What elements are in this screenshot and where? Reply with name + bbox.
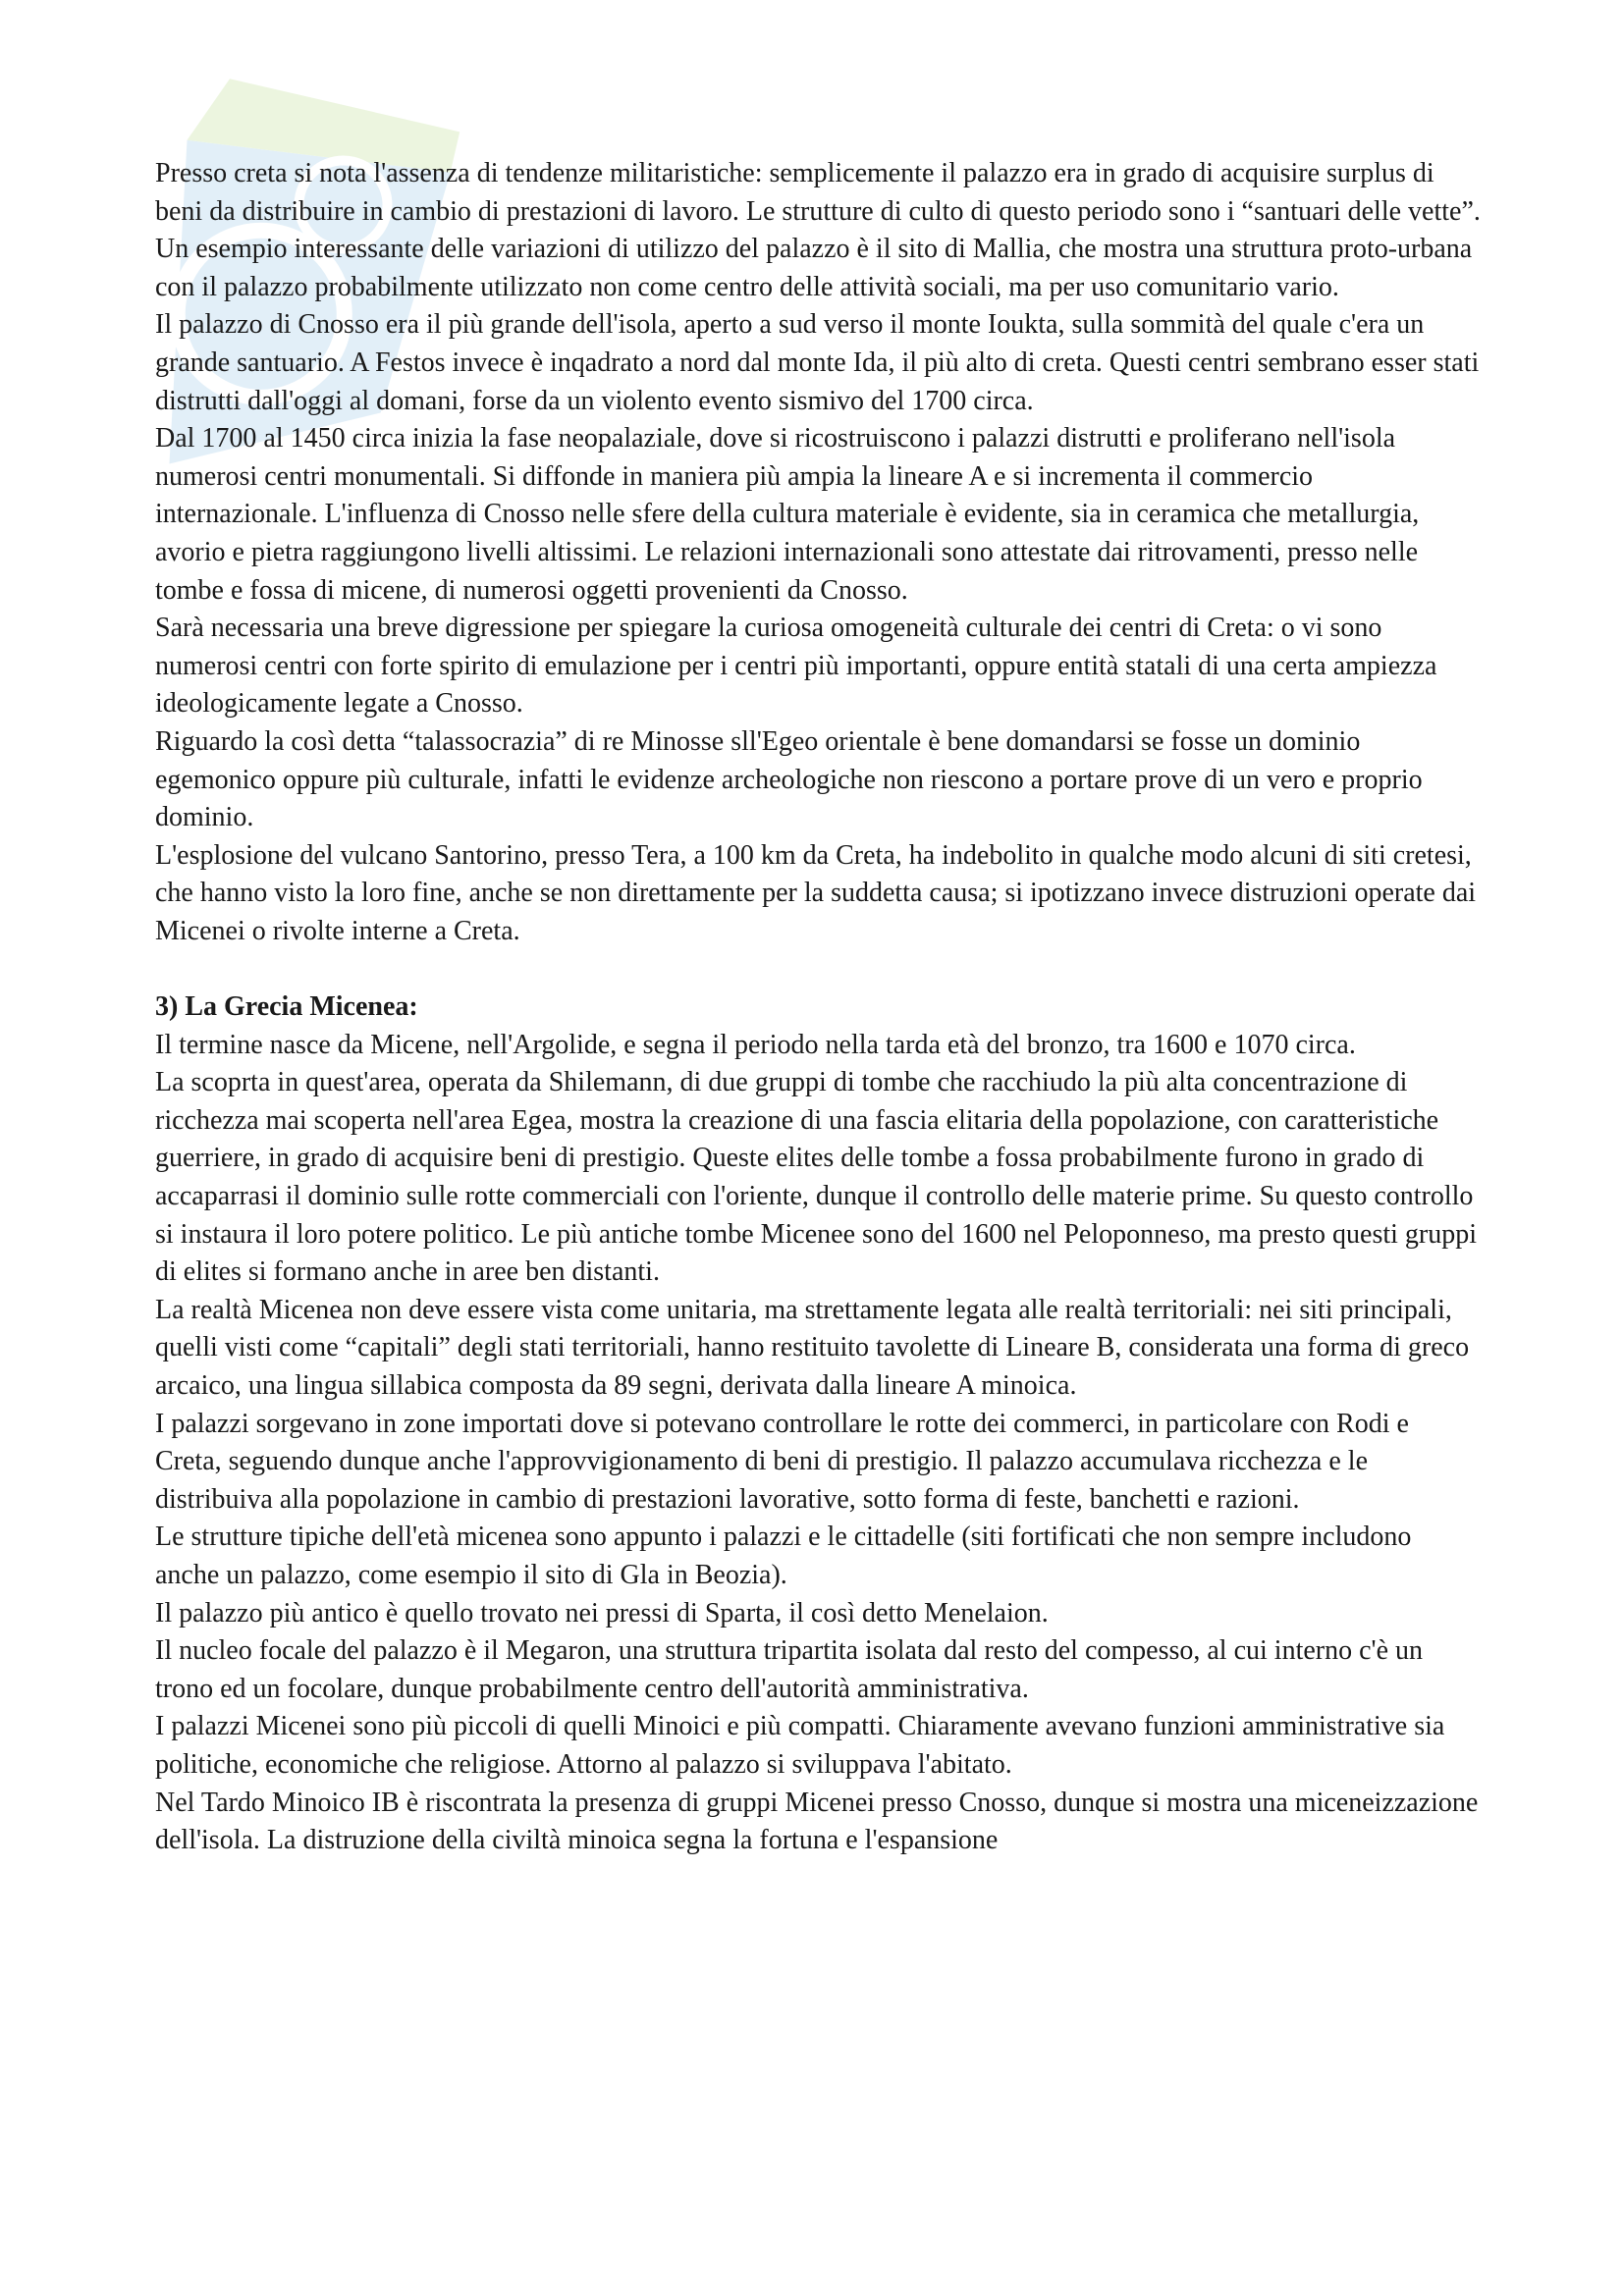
paragraph: L'esplosione del vulcano Santorino, presso Tera, a 100 km da Creta, ha indebolito in qualche modo alcuni di siti cretesi, che hanno visto la loro fine, anche se non direttamente per la suddetta causa; si ipotizzano invece distruzioni operate dai Micenei o rivolte interne a Creta.	[155, 839, 1477, 946]
document-body	[155, 155, 1481, 1860]
paragraph: Presso creta si nota l'assenza di tendenze militaristiche: semplicemente il palazzo era in grado di acquisire surplus di beni da distribuire in cambio di prestazioni di lavoro. Le strutture di culto di questo periodo sono i “santuari delle vette”. Un esempio interessante delle variazioni di utilizzo del palazzo è il sito di Mallia, che mostra una struttura proto-urbana con il palazzo probabilmente utilizzato non come centro delle attività sociali, ma per uso comunitario vario.	[155, 158, 1481, 302]
paragraph: Il nucleo focale del palazzo è il Megaron, una struttura tripartita isolata dal resto del compesso, al cui interno c'è un trono ed un focolare, dunque probabilmente centro dell'autorità amministrativa.	[155, 1635, 1424, 1704]
paragraph: Nel Tardo Minoico IB è riscontrata la presenza di gruppi Micenei presso Cnosso, dunque si mostra una miceneizzazione dell'isola. La distruzione della civiltà minoica segna la fortuna e l'espansione	[155, 1787, 1479, 1856]
paragraph: Riguardo la così detta “talassocrazia” di re Minosse sll'Egeo orientale è bene domandarsi se fosse un dominio egemonico oppure più culturale, infatti le evidenze archeologiche non riescono a portare prove di un vero e proprio dominio.	[155, 725, 1423, 833]
paragraph: Il termine nasce da Micene, nell'Argolide, e segna il periodo nella tarda età del bronzo, tra 1600 e 1070 circa.	[155, 1029, 1356, 1060]
paragraph: La realtà Micenea non deve essere vista come unitaria, ma strettamente legata alle realtà territoriali: nei siti principali, quelli visti come “capitali” degli stati territoriali, hanno restituito tavolette di Lineare B, considerata una forma di greco arcaico, una lingua sillabica composta da 89 segni, derivata dalla lineare A minoica.	[155, 1294, 1470, 1401]
paragraph: I palazzi Micenei sono più piccoli di quelli Minoici e più compatti. Chiaramente avevano funzioni amministrative sia politiche, economiche che religiose. Attorno al palazzo si sviluppava l'abitato.	[155, 1711, 1445, 1780]
paragraph: Sarà necessaria una breve digressione per spiegare la curiosa omogeneità culturale dei centri di Creta: o vi sono numerosi centri con forte spirito di emulazione per i centri più importanti, oppure entità statali di una certa ampiezza ideologicamente legate a Cnosso.	[155, 613, 1437, 720]
paragraph: La scoprta in quest'area, operata da Shilemann, di due gruppi di tombe che racchiudo la più alta concentrazione di ricchezza mai scoperta nell'area Egea, mostra la creazione di una fascia elitaria della popolazione, con caratteristiche guerriere, in grado di acquisire beni di prestigio. Queste elites delle tombe a fossa probabilmente furono in grado di accaparrasi il dominio sulle rotte commerciali con l'oriente, dunque il controllo delle materie prime. Su questo controllo si instaura il loro potere politico. Le più antiche tombe Micenee sono del 1600 nel Peloponneso, ma presto questi gruppi di elites si formano anche in aree ben distanti.	[155, 1067, 1478, 1288]
blank-line	[155, 950, 1481, 988]
paragraph: Il palazzo più antico è quello trovato nei pressi di Sparta, il così detto Menelaion.	[155, 1597, 1049, 1629]
paragraph: I palazzi sorgevano in zone importati dove si potevano controllare le rotte dei commerci, in particolare con Rodi e Creta, seguendo dunque anche l'approvvigionamento di beni di prestigio. Il palazzo accumulava ricchezza e le distribuiva alla popolazione in cambio di prestazioni lavorative, sotto forma di feste, banchetti e razioni.	[155, 1408, 1409, 1515]
paragraph: Il palazzo di Cnosso era il più grande dell'isola, aperto a sud verso il monte Ioukta, sulla sommità del quale c'era un grande santuario. A Festos invece è inqadrato a nord dal monte Ida, il più alto di creta. Questi centri sembrano esser stati distrutti dall'oggi al domani, forse da un violento evento sismivo del 1700 circa.	[155, 309, 1480, 416]
paragraph: Dal 1700 al 1450 circa inizia la fase neopalaziale, dove si ricostruiscono i palazzi distrutti e proliferano nell'isola numerosi centri monumentali. Si diffonde in maniera più ampia la lineare A e si incrementa il commercio internazionale. L'influenza di Cnosso nelle sfere della cultura materiale è evidente, sia in ceramica che metallurgia, avorio e pietra raggiungono livelli altissimi. Le relazioni internazionali sono attestate dai ritrovamenti, presso nelle tombe e fossa di micene, di numerosi oggetti provenienti da Cnosso.	[155, 423, 1420, 606]
paragraph: Le strutture tipiche dell'età micenea sono appunto i palazzi e le cittadelle (siti fortificati che non sempre includono anche un palazzo, come esempio il sito di Gla in Beozia).	[155, 1522, 1412, 1590]
section-heading: 3) La Grecia Micenea:	[155, 991, 418, 1023]
